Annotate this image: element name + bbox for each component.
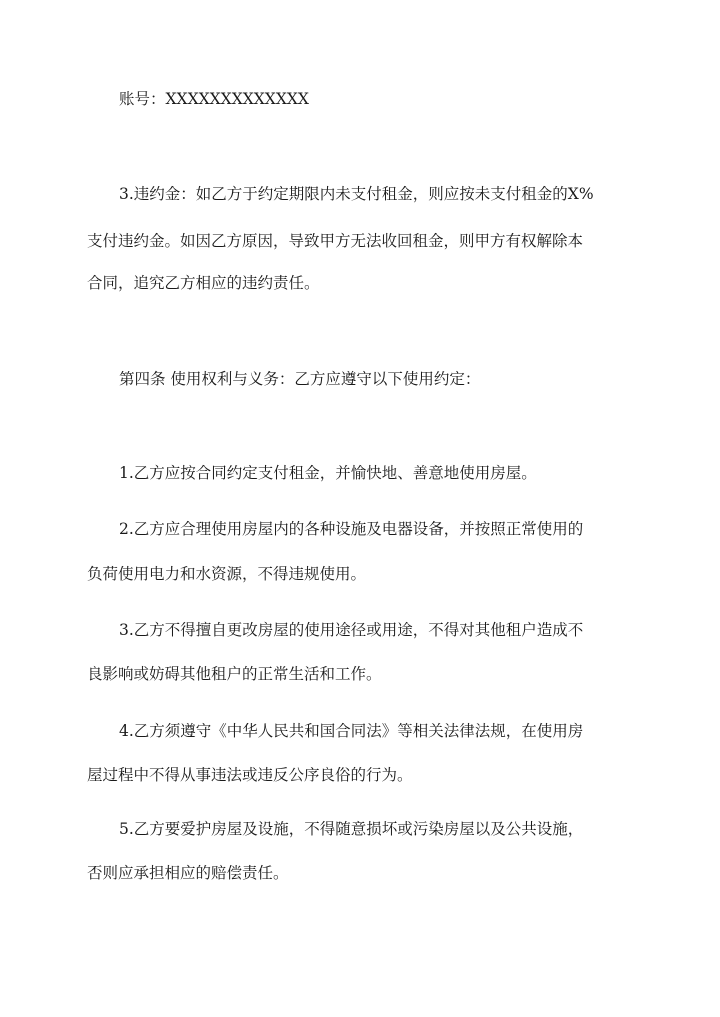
article-4-item-2-line-1: 2.乙方应合理使用房屋内的各种设施及电器设备，并按照正常使用的 [119, 520, 584, 538]
article-4-item-3-line-1: 3.乙方不得擅自更改房屋的使用途径或用途，不得对其他租户造成不 [119, 621, 584, 639]
article-4-item-1-line-1: 1.乙方应按合同约定支付租金，并愉快地、善意地使用房屋。 [119, 464, 537, 482]
article-4-item-4-line-2: 屋过程中不得从事违法或违反公序良俗的行为。 [87, 766, 413, 784]
article-4-heading: 第四条 使用权利与义务：乙方应遵守以下使用约定： [119, 370, 481, 388]
article-4-item-2-line-2: 负荷使用电力和水资源，不得违规使用。 [87, 565, 367, 583]
article-4-item-5-line-1: 5.乙方要爱护房屋及设施，不得随意损坏或污染房屋以及公共设施， [119, 820, 584, 838]
article-4-item-3-line-2: 良影响或妨碍其他租户的正常生活和工作。 [87, 665, 382, 683]
account-line: 账号：XXXXXXXXXXXXX [119, 90, 309, 108]
clause-3-line-1: 3.违约金：如乙方于约定期限内未支付租金，则应按未支付租金的X% [119, 185, 594, 203]
clause-3-line-3: 合同，追究乙方相应的违约责任。 [87, 274, 320, 292]
article-4-item-5-line-2: 否则应承担相应的赔偿责任。 [87, 864, 289, 882]
article-4-item-4-line-1: 4.乙方须遵守《中华人民共和国合同法》等相关法律法规，在使用房 [119, 722, 584, 740]
clause-3-line-2: 支付违约金。如因乙方原因，导致甲方无法收回租金，则甲方有权解除本 [87, 232, 584, 250]
